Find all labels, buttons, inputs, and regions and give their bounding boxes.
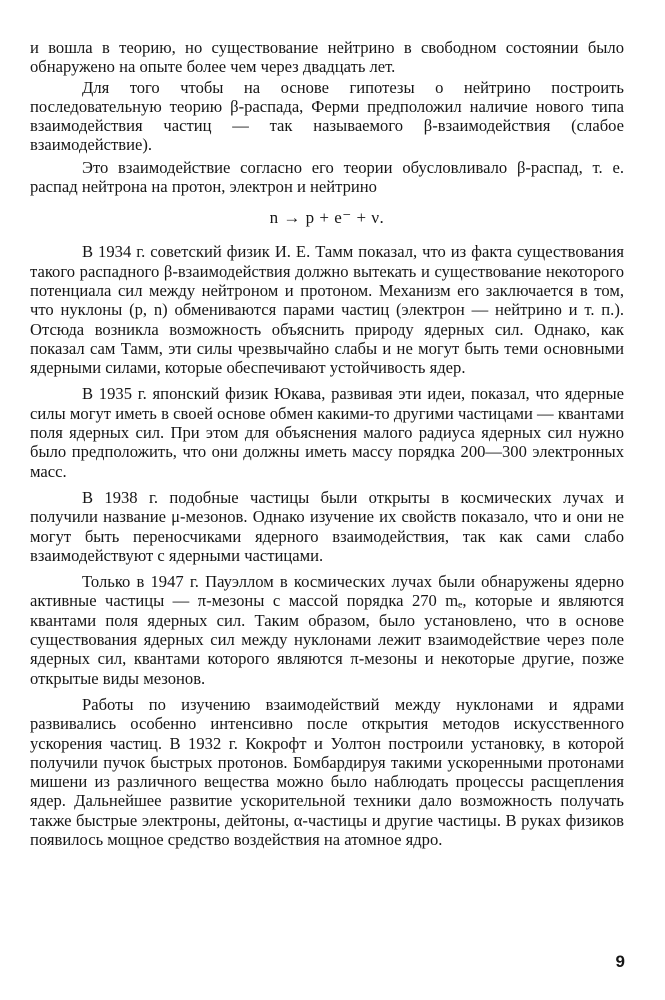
paragraph-accelerators-1932: Работы по изучению взаимодействий между нуклонами и ядрами развивались особенно интенсивно после открытия методов искусственного ускорения частиц. В 1932 г. Кокрофт и Уолтон построили установку, в которой получили пучок быстрых протонов. Бомбардируя такими ускоренными протонами мишени из различного вещества можно было наблюдать процессы расщепления ядер. Дальнейшее развитие ускорительной техники дало возможность получать также быстрые электроны, дейтоны, α-частицы и другие частицы. В руках физиков появилось мощное средство воздействия на атомное ядро.: [30, 694, 624, 849]
paragraph-tamm-1934: В 1934 г. советский физик И. Е. Тамм показал, что из факта существования такого распадного β-взаимодействия должно вытекать и существование некоторого потенциала сил между нейтроном и протоном. Механизм его заключается в том, что нуклоны (p, n) обмениваются парами частиц (электрон — нейтрино и т. п.). Отсюда возникла возможность объяснить природу ядерных сил. Однако, как показал сам Тамм, эти силы чрезвычайно слабы и не могут быть теми основными ядерными силами, которые обеспечивают устойчивость ядер.: [30, 242, 624, 378]
paragraph-pi-mesons-1947: Только в 1947 г. Пауэллом в космических лучах были обнаружены ядерно активные частицы — π-мезоны с массой порядка 270 mₑ, которые и являются квантами поля ядерных сил. Таким образом, было установлено, что в основе существования ядерных сил между нуклонами лежит взаимодействие через поле ядерных сил, квантами которого являются π-мезоны и некоторые другие, позже открытые виды мезонов.: [30, 572, 624, 688]
page-body: [30, 38, 624, 849]
paragraph-continuation: и вошла в теорию, но существование нейтрино в свободном состоянии было обнаружено на опыте более чем через двадцать лет.: [30, 38, 624, 77]
paragraph-fermi-theory: Для того чтобы на основе гипотезы о нейтрино построить последовательную теорию β-распада, Ферми предположил наличие нового типа взаимодействия частиц — так называемого β-взаимодействия (слабое взаимодействие).: [30, 77, 624, 155]
beta-decay-formula: n → p + e⁻ + ν.: [269, 208, 385, 228]
paragraph-beta-decay: Это взаимодействие согласно его теории обусловливало β-распад, т. е. распад нейтрона на протон, электрон и нейтрино: [30, 157, 624, 197]
page-number: 9: [615, 952, 625, 971]
paragraph-yukawa-1935: В 1935 г. японский физик Юкава, развивая эти идеи, показал, что ядерные силы могут иметь в своей основе обмен какими-то другими частицами — квантами поля ядерных сил. При этом для объяснения малого радиуса ядерных сил нужно было предположить, что они должны иметь массу порядка 200—300 электронных масс.: [30, 384, 624, 481]
paragraph-mu-mesons-1938: В 1938 г. подобные частицы были открыты в космических лучах и получили название μ-мезонов. Однако изучение их свойств показало, что и они не могут быть переносчиками ядерного взаимодействия, так как сами слабо взаимодействуют с ядерными частицами.: [30, 487, 624, 565]
